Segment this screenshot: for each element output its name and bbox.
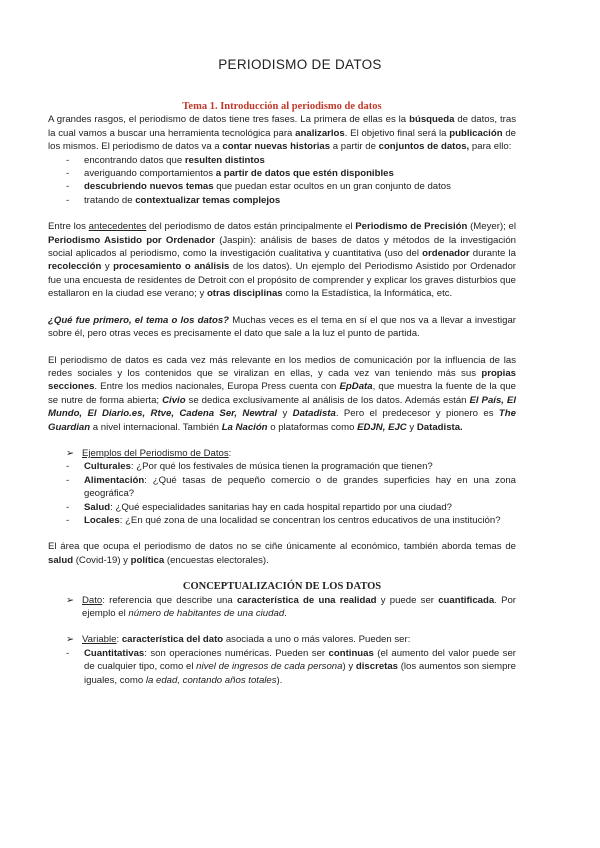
examples-list bbox=[48, 447, 516, 460]
page-title: PERIODISMO DE DATOS bbox=[218, 57, 382, 72]
list-item: - Cuantitativas: son operaciones numéricas. Pueden ser continuas (el aumento del valor puede ser de cualquier tipo, como el nivel de ingresos de cada persona) y discretas (los aumentos son siempre iguales, como la edad, contando años totales). bbox=[66, 647, 516, 687]
area-paragraph: El área que ocupa el periodismo de datos no se ciñe únicamente al económico, también aborda temas de salud (Covid-19) y política (encuestas electorales). bbox=[48, 541, 516, 566]
list-item: - descubriendo nuevos temas que puedan estar ocultos en un gran conjunto de datos bbox=[66, 180, 516, 193]
section-title: Tema 1. Introducción al periodismo de datos bbox=[182, 101, 382, 112]
intro-paragraph: A grandes rasgos, el periodismo de datos tiene tres fases. La primera de ellas es la búsqueda de datos, tras la cual vamos a buscar una herramienta tecnológica para analizarlos. El objetivo final será la publicación de los mismos. El periodismo de datos va a contar nuevas historias a partir de conjuntos de datos, para ello: bbox=[48, 114, 517, 153]
list-item: - Salud: ¿Qué especialidades sanitarias hay en cada hospital repartido por una ciudad? bbox=[66, 501, 516, 514]
arrow-bullet-icon: ➢ bbox=[66, 447, 75, 459]
dato-definition: ➢ Dato: referencia que describe una característica de una realidad y puede ser cuantificada. Por ejemplo el número de habitantes de una ciudad. bbox=[66, 594, 516, 619]
variable-types-list bbox=[48, 647, 516, 687]
variable-list bbox=[48, 633, 516, 646]
list-item: - Culturales: ¿Por qué los festivales de música tienen la programación que tienen? bbox=[66, 460, 516, 473]
examples-heading: ➢ Ejemplos del Periodismo de Datos: bbox=[66, 447, 232, 459]
variable-definition: ➢ Variable: característica del dato asociada a uno o más valores. Pueden ser: bbox=[66, 634, 411, 646]
list-item: - encontrando datos que resulten distintos bbox=[66, 154, 516, 167]
list-item: - averiguando comportamientos a partir de datos que estén disponibles bbox=[66, 167, 516, 180]
list-item: - Alimentación: ¿Qué tasas de pequeño comercio o de grandes superficies hay en una zona geográfica? bbox=[66, 474, 516, 501]
antecedentes-paragraph: Entre los antecedentes del periodismo de datos están principalmente el Periodismo de Precisión (Meyer); el Periodismo Asistido por Ordenador (Jaspin): análisis de bases de datos y métodos de la investigación social aplicados al periodismo, como la investigación cualitativa y cuantitativa (uso del ordenador durante la recolección y procesamiento o análisis de los datos). Un ejemplo del Periodismo Asistido por Ordenador fue una encuesta de residentes de Detroit con el propósito de comprender y explicar los graves disturbios que estallaron en la ciudad ese verano; y otras disciplinas como la Estadística, la Informática, etc. bbox=[48, 221, 517, 300]
document-body bbox=[48, 100, 516, 687]
arrow-bullet-icon: ➢ bbox=[66, 594, 75, 606]
list-item: - Locales: ¿En qué zona de una localidad se concentran los centros educativos de una institución? bbox=[66, 514, 516, 527]
concept-list bbox=[48, 594, 516, 621]
media-paragraph: El periodismo de datos es cada vez más relevante en los medios de comunicación por la influencia de las redes sociales y los contenidos que se viralizan en ellas, y cada vez van teniendo más sus propias secciones. Entre los medios nacionales, Europa Press cuenta con EpData, que muestra la fuente de la que se nutre de forma abierta; Civio se dedica exclusivamente al análisis de los datos. Además están El País, El Mundo, El Diario.es, Rtve, Cadena Ser, Newtral y Datadista. Pero el predecesor y pionero es The Guardian a nivel internacional. También La Nación o plataformas como EDJN, EJC y Datadista. bbox=[48, 354, 517, 433]
arrow-bullet-icon: ➢ bbox=[66, 634, 75, 646]
question-paragraph: ¿Qué fue primero, el tema o los datos? Muchas veces es el tema en sí el que nos va a llevar a investigar sobre él, pero otras veces es precisamente el dato que sale a la luz el punto de partida. bbox=[48, 314, 516, 340]
examples-items bbox=[48, 460, 516, 527]
goals-list bbox=[48, 154, 516, 208]
concept-section-title: CONCEPTUALIZACIÓN DE LOS DATOS bbox=[182, 581, 382, 593]
list-item: - tratando de contextualizar temas complejos bbox=[66, 194, 516, 207]
